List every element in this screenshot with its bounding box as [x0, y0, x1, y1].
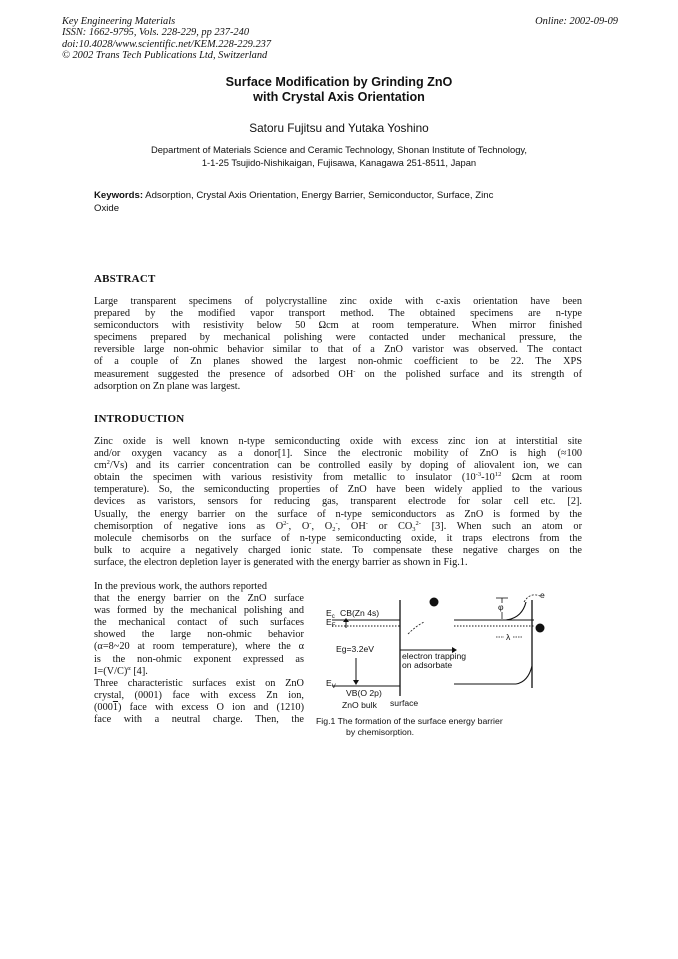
intro-line: Three characteristic surfaces exist on ZnO: [94, 677, 304, 689]
lambda-label: λ: [506, 632, 511, 642]
phi-label: φ: [498, 602, 504, 612]
intro-line: was formed by the mechanical polishing and: [94, 605, 304, 617]
trapping-label-2: on adsorbate: [402, 660, 453, 670]
abstract-line: prepared by the modified vapor transport method. The obtained specimens are n-type: [94, 308, 582, 320]
eg-label: Eg=3.2eV: [336, 644, 374, 654]
intro-line: Zinc oxide is well known n-type semiconducting oxide with excess zinc ion at interstitial site: [94, 436, 582, 447]
intro-line: In the previous work, the authors reported: [94, 581, 267, 592]
intro-line: bulk to acquire a negatively charged ionic state. To compensate these negative charges on the: [94, 544, 582, 556]
figure-caption: [316, 716, 556, 738]
band-diagram-figure: [316, 588, 616, 736]
ec-label: $E_c$: [326, 608, 335, 620]
affiliation: [0, 143, 678, 169]
ef-label: $E_F$: [326, 617, 336, 629]
adsorbate-dot-icon: [430, 598, 439, 607]
title-line-2: with Crystal Axis Orientation: [253, 90, 425, 104]
zno-bulk-label: ZnO bulk: [342, 700, 377, 710]
keywords: [94, 190, 549, 215]
ev-label: $E_V$: [326, 678, 336, 690]
e-minus-label: e: [540, 590, 545, 600]
vb-label: VB(O 2p): [346, 688, 382, 698]
cb-label: CB(Zn 4s): [340, 608, 380, 618]
abstract-line: specimens prepared by mechanical polishing were contacted under mechanical pressure, the: [94, 332, 582, 344]
online-date: Online: 2002-09-09: [535, 16, 618, 27]
intro-line: that the energy barrier on the ZnO surface: [94, 593, 304, 605]
intro-line: showed the large non-ohmic behavior: [94, 629, 304, 641]
copyright-line: © 2002 Trans Tech Publications Ltd, Switzerland: [62, 50, 268, 62]
introduction-body: [94, 436, 582, 569]
intro-line: face with a neutral charge. Then, the: [94, 714, 304, 726]
paper-title: [0, 75, 678, 105]
bent-cb-curve: [506, 602, 526, 620]
surface-band-bending: [454, 590, 545, 688]
intro-line: (α=8~20 at room temperature), where the α: [94, 641, 304, 653]
abstract-line: reversible large non-ohmic behavior similar to that of a ZnO varistor was observed. The contact: [94, 344, 582, 356]
intro-line: surface, the electron depletion layer is generated with the energy barrier as shown in Fig.1.: [94, 556, 468, 568]
journal-name: Key Engineering Materials: [62, 16, 176, 27]
abstract-line: semiconductors with resistivity below 50 Ωcm at room temperature. When mirror finished: [94, 320, 582, 332]
intro-line: devices as varistors, sensors for reducing gas, transparent electrode for solar cell etc. [2].: [94, 496, 582, 508]
issn-line: ISSN: 1662-9795, Vols. 228-229, pp 237-240: [62, 27, 250, 39]
trapped-electron-icon: [536, 624, 545, 633]
trapping-path: [408, 622, 424, 634]
intro-line: obtain the specimen with various resistivity from metallic to insulator ($10^{-3}-10^{12}$ Ωcm at room: [94, 471, 583, 484]
keywords-text-2: Oxide: [94, 202, 120, 214]
affiliation-line-2: 1-1-25 Tsujido-Nishikaigan, Fujisawa, Kanagawa 251-8511, Japan: [201, 157, 477, 168]
introduction-heading: INTRODUCTION: [94, 413, 185, 425]
electron-trapping-annotation: [400, 647, 466, 670]
trapping-label-1: electron trapping: [402, 651, 467, 661]
intro-narrow-body: [94, 581, 304, 726]
caption-line-2: by chemisorption.: [346, 727, 415, 737]
caption-line-1: Fig.1 The formation of the surface energy barrier: [316, 716, 503, 726]
intro-line: (0001) face with excess O ion and (1210): [94, 701, 304, 713]
authors: Satoru Fujitsu and Yutaka Yoshino: [249, 121, 429, 135]
intro-line: temperature). So, the semiconducting properties of ZnO have been widely applied to the various: [94, 484, 582, 496]
keywords-text-1: Adsorption, Crystal Axis Orientation, Energy Barrier, Semiconductor, Surface, Zinc: [143, 190, 494, 201]
affiliation-line-1: Department of Materials Science and Ceramic Technology, Shonan Institute of Technology,: [150, 144, 528, 155]
arrow-head-icon: [353, 680, 359, 685]
intro-line: $cm^2/Vs$) and its carrier concentration can be controlled easily by doping of aliovalent ion, we can: [94, 459, 582, 472]
intro-line: $I=(V/C)^\alpha$ [4].: [94, 664, 148, 677]
abstract-heading: ABSTRACT: [94, 273, 156, 285]
title-line-1: Surface Modification by Grinding ZnO: [225, 75, 453, 89]
intro-line: the mechanical contact of such surfaces: [94, 617, 304, 629]
intro-line: crystal, (0001) face with excess Zn ion,: [94, 689, 304, 701]
abstract-body: [94, 296, 582, 393]
abstract-line: Large transparent specimens of polycrystalline zinc oxide with c-axis orientation have been: [94, 296, 582, 307]
intro-line: Usually, the energy barrier on the surface of n-type semiconductors as ZnO is formed by the: [94, 508, 582, 520]
abstract-line: of a couple of Zn planes showed the largest non-ohmic coefficient to be 22. The XPS: [94, 356, 582, 368]
doi-line: doi:10.4028/www.scientific.net/KEM.228-229.237: [62, 38, 272, 50]
abstract-line: measurement suggested the presence of adsorbed OH- on the polished surface and its strength of: [94, 367, 582, 380]
journal-header: [62, 16, 271, 62]
surface-label: surface: [390, 698, 419, 708]
intro-line: molecule chemisorbs on the surface of n-type semiconducting oxide, it traps electrons from the: [94, 532, 582, 544]
abstract-line: adsorption on Zn plane was largest.: [94, 380, 241, 392]
intro-line: chemisorption of negative ions as $O^{2-}$, O-, $O_2^-$, OH- or $CO_3^{2-}$ [3]. When such an atom or: [94, 519, 583, 533]
bent-vb-curve: [516, 666, 532, 684]
intro-line: and/or oxygen vacancy as a donor[1]. Since the electronic mobility of ZnO is high (≈100: [94, 448, 582, 460]
keywords-label: Keywords:: [94, 190, 144, 201]
intro-line: is the non-ohmic exponent expressed as: [94, 653, 304, 665]
